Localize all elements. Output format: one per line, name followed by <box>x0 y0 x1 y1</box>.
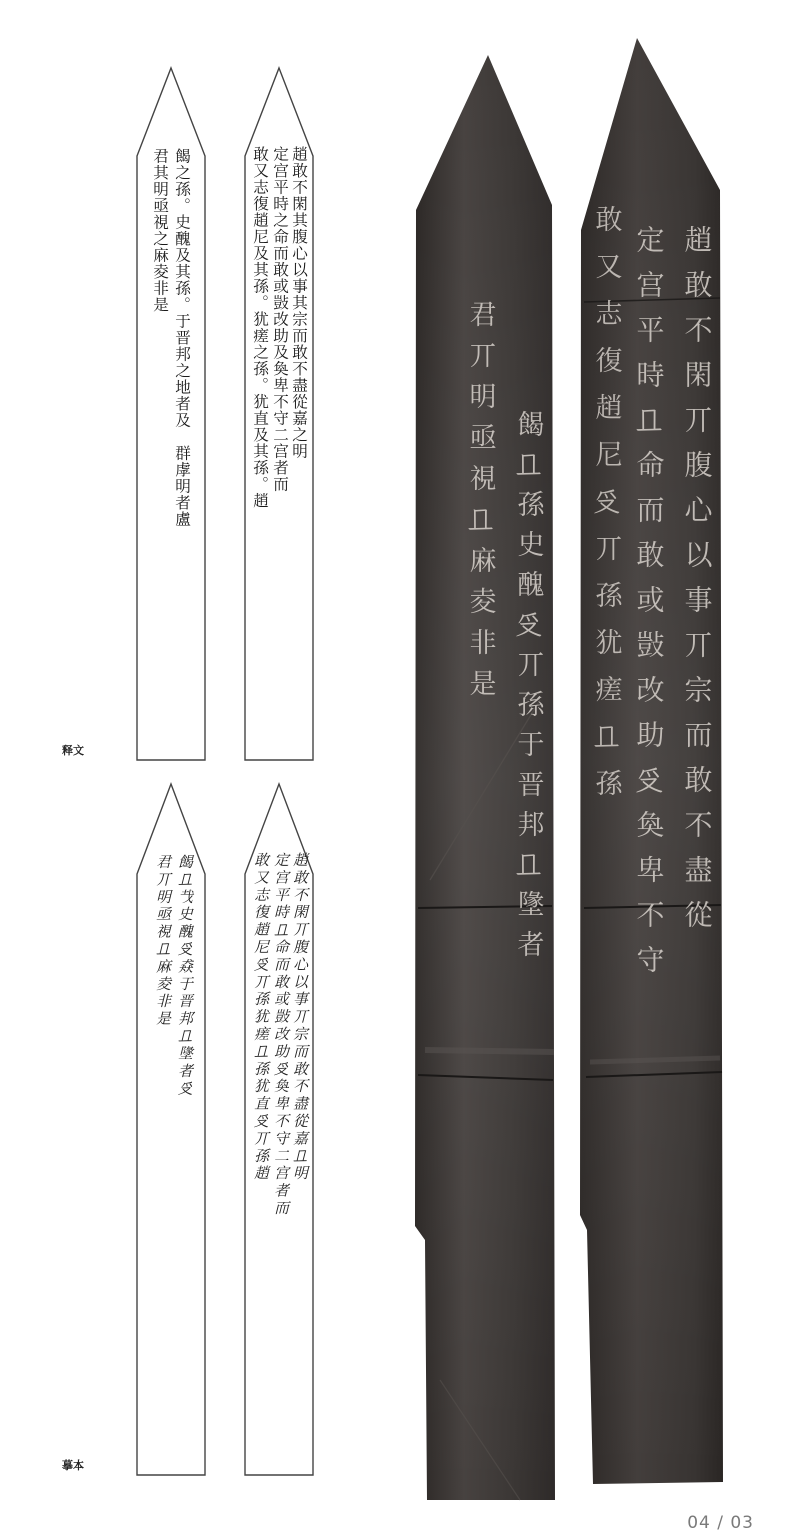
photo-inscription-right-3: 敢又志復趙尼𠬪丌孫犹瘥𠀃孫 <box>590 205 622 816</box>
transcription-right-col-2: 定宫平時之命而敢或敱改助及奐卑不守二宫者而 <box>271 146 289 493</box>
label-transcription: 释文 <box>62 744 84 757</box>
photo-inscription-right-2: 定宫平時𠀃命而敢或敱改助𠬪奐卑不守 <box>632 225 666 990</box>
label-rubbing: 摹本 <box>62 1459 84 1472</box>
rubbing-right-col-2: 定宫平時𠀃命而敢或敱改助𠬪奐卑不守二宫者而 <box>272 852 289 1218</box>
transcription-left-col-1: 餲之孫。史醜及其孫。于晋邦之地者及 群虖明者盧 <box>173 148 191 528</box>
photo-inscription-left-2: 餲𠀃孫史醜𠬪丌孫于晋邦𠀃墬者 <box>512 410 544 970</box>
transcription-left-col-2: 君其明亟視之麻夌非是 <box>151 148 169 313</box>
rubbing-left-col-1: 餲𠀃𢦏史醜𠬪猋于晋邦𠀃墬者𠬪 <box>176 854 193 1098</box>
rubbing-right-col-1: 趙敢不閑丌腹心以事丌宗而敢不盡從嘉𠀃明 <box>291 852 308 1183</box>
page-number: 04 / 03 <box>687 1513 754 1533</box>
rubbing-right-col-3: 敢又志復趙尼𠬪丌孫犹瘥𠀃孫犹直𠬪丌孫趙 <box>252 852 269 1183</box>
rubbing-left-col-2: 君丌明亟視𠀃麻夌非是 <box>154 854 171 1028</box>
photo-inscription-left-1: 君丌明亟視𠀃麻夌非是 <box>464 300 496 710</box>
photo-inscription-right-1: 趙敢不閑丌腹心以事丌宗而敢不盡從 <box>680 225 714 945</box>
transcription-right-col-3: 敢又志復趙尼及其孫。犹瘥之孫。犹直及其孫。趙 <box>251 146 269 509</box>
transcription-right-col-1: 趙敢不閑其腹心以事其宗而敢不盡從嘉之明 <box>290 146 308 460</box>
